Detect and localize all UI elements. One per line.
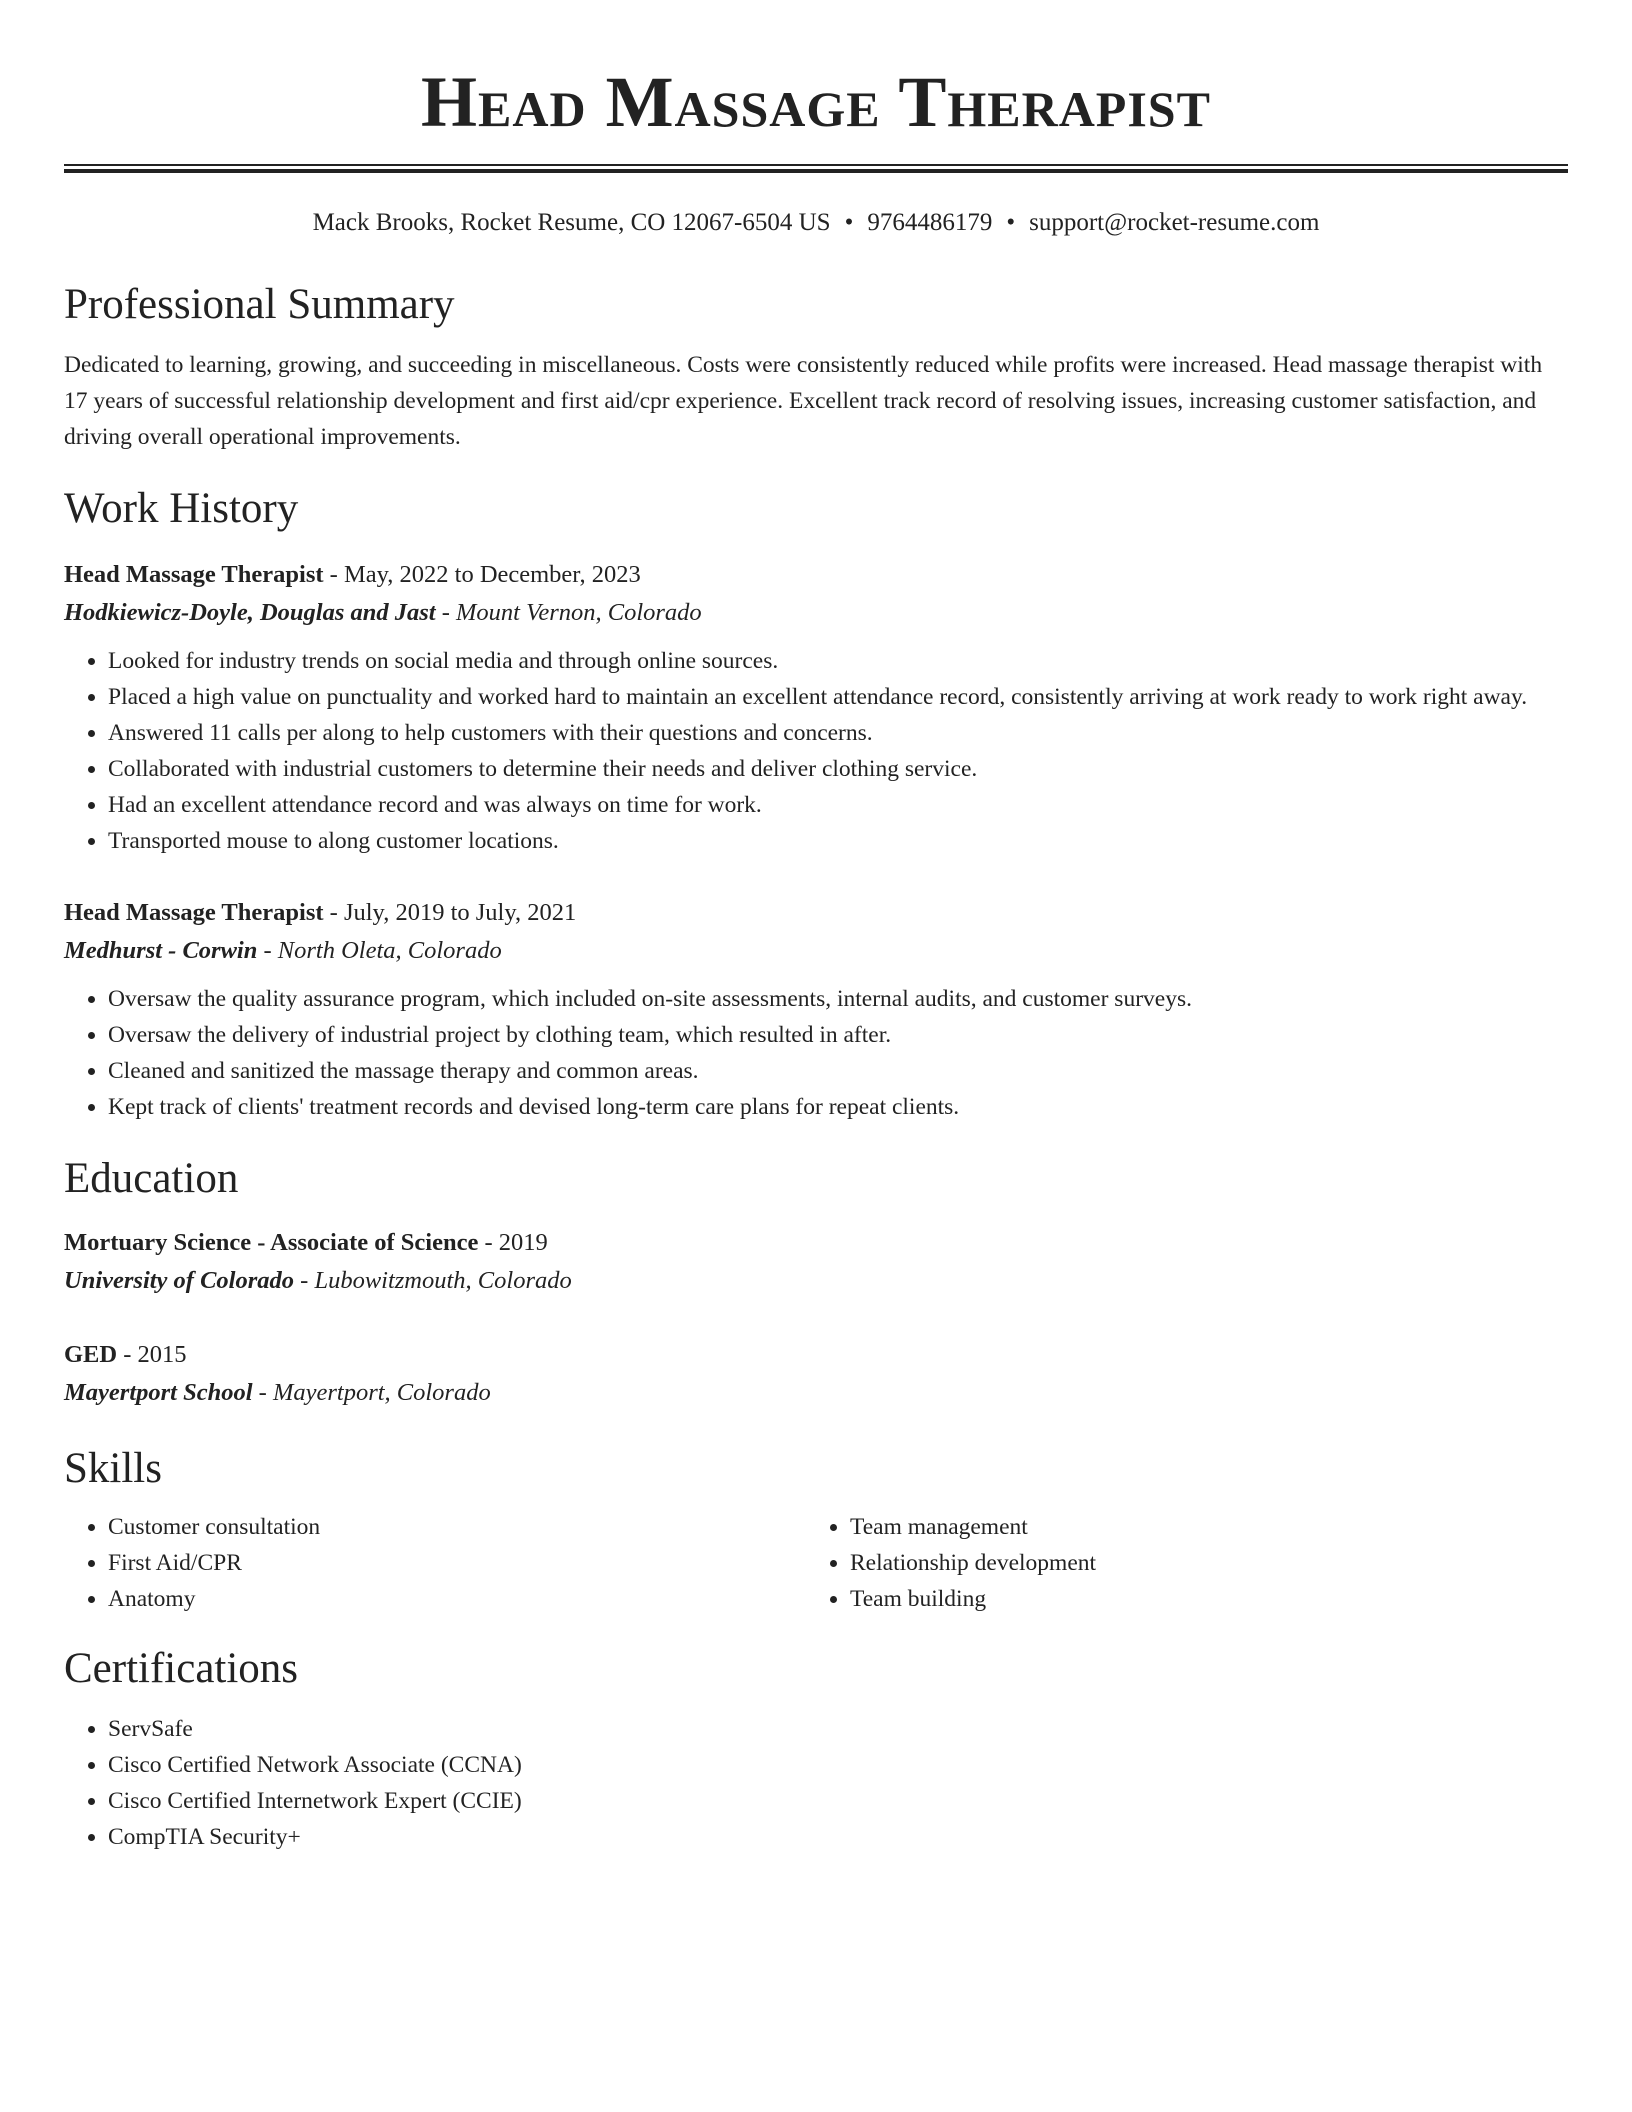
- job-company-line: [64, 593, 1568, 633]
- job-bullet: • Oversaw the quality assurance program, which included on-site assessments, internal audits, and customer surveys.: [108, 981, 1568, 1017]
- job-title-line: [64, 557, 1568, 593]
- job-entry: [64, 895, 1568, 1125]
- education-year: - 2015: [117, 1341, 187, 1368]
- certification-item: • ServSafe: [108, 1711, 1568, 1747]
- job-bullet: • Oversaw the delivery of industrial project by clothing team, which resulted in after.: [108, 1017, 1568, 1053]
- certifications-heading: Certifications: [64, 1645, 299, 1692]
- job-bullet: • Kept track of clients' treatment records and devised long-term care plans for repeat clients.: [108, 1089, 1568, 1125]
- job-entry: [64, 557, 1568, 859]
- job-bullet: • Had an excellent attendance record and was always on time for work.: [108, 787, 1568, 823]
- skill-item: • Anatomy: [108, 1581, 806, 1617]
- resume-title: Head Massage Therapist: [421, 62, 1211, 142]
- education-entry: [64, 1337, 1568, 1413]
- contact-address: Mack Brooks, Rocket Resume, CO 12067-6504 US: [312, 209, 831, 236]
- certification-item: • Cisco Certified Network Associate (CCNA): [108, 1747, 1568, 1783]
- education-heading: Education: [64, 1155, 239, 1202]
- job-bullet: • Transported mouse to along customer locations.: [108, 823, 1568, 859]
- education-entry: [64, 1225, 1568, 1301]
- skills-column-right: [806, 1509, 1548, 1617]
- job-bullet: • Placed a high value on punctuality and worked hard to maintain an excellent attendance record, consistently arriving at work ready to work right away.: [108, 679, 1568, 715]
- contact-phone: 9764486179: [867, 209, 993, 236]
- skill-item: • Customer consultation: [108, 1509, 806, 1545]
- job-title: Head Massage Therapist: [64, 899, 324, 926]
- education-degree: GED: [64, 1341, 118, 1368]
- job-title: Head Massage Therapist: [64, 561, 324, 588]
- education-location: - Lubowitzmouth, Colorado: [294, 1267, 572, 1294]
- education-school-line: [64, 1373, 1568, 1413]
- contact-line: [64, 207, 1568, 239]
- job-title-line: [64, 895, 1568, 931]
- skill-item: • First Aid/CPR: [108, 1545, 806, 1581]
- summary-text: Dedicated to learning, growing, and succeeding in miscellaneous. Costs were consistently reduced while profits were increased. Head massage therapist with 17 years of successful relationship development and first aid/cpr experience. Excellent track record of resolving issues, increasing customer satisfaction, and driving overall operational improvements.: [64, 352, 1543, 450]
- certification-item: • Cisco Certified Internetwork Expert (CCIE): [108, 1783, 1568, 1819]
- education-school: Mayertport School: [64, 1379, 253, 1406]
- skills-heading: Skills: [64, 1445, 162, 1492]
- skill-item: • Team management: [850, 1509, 1548, 1545]
- job-dates: - July, 2019 to July, 2021: [323, 899, 577, 926]
- education-degree: Mortuary Science - Associate of Science: [64, 1229, 479, 1256]
- job-bullet: • Looked for industry trends on social media and through online sources.: [108, 643, 1568, 679]
- contact-separator: •: [844, 209, 854, 236]
- education-year: - 2019: [478, 1229, 548, 1256]
- skills-column-left: [64, 1509, 806, 1617]
- work-history-heading: Work History: [64, 485, 299, 532]
- contact-email: support@rocket-resume.com: [1029, 209, 1320, 236]
- skill-item: • Relationship development: [850, 1545, 1548, 1581]
- job-bullet: • Collaborated with industrial customers to determine their needs and deliver clothing service.: [108, 751, 1568, 787]
- job-bullets: [64, 981, 1568, 1125]
- certification-item: • CompTIA Security+: [108, 1819, 1568, 1855]
- job-bullet: • Answered 11 calls per along to help customers with their questions and concerns.: [108, 715, 1568, 751]
- job-company-line: [64, 931, 1568, 971]
- education-location: - Mayertport, Colorado: [252, 1379, 491, 1406]
- education-school-line: [64, 1261, 1568, 1301]
- certifications-list: [64, 1711, 1568, 1855]
- education-degree-line: [64, 1337, 1568, 1373]
- job-bullets: [64, 643, 1568, 859]
- contact-separator: •: [1006, 209, 1016, 236]
- job-location: - Mount Vernon, Colorado: [435, 599, 702, 626]
- skill-item: • Team building: [850, 1581, 1548, 1617]
- job-company: Medhurst - Corwin: [64, 937, 258, 964]
- education-degree-line: [64, 1225, 1568, 1261]
- summary-heading: Professional Summary: [64, 281, 455, 328]
- job-company: Hodkiewicz-Doyle, Douglas and Jast: [64, 599, 436, 626]
- title-divider: [64, 164, 1568, 173]
- job-bullet: • Cleaned and sanitized the massage therapy and common areas.: [108, 1053, 1568, 1089]
- education-school: University of Colorado: [64, 1267, 295, 1294]
- skills-grid: [64, 1509, 1568, 1617]
- job-location: - North Oleta, Colorado: [257, 937, 502, 964]
- job-dates: - May, 2022 to December, 2023: [323, 561, 641, 588]
